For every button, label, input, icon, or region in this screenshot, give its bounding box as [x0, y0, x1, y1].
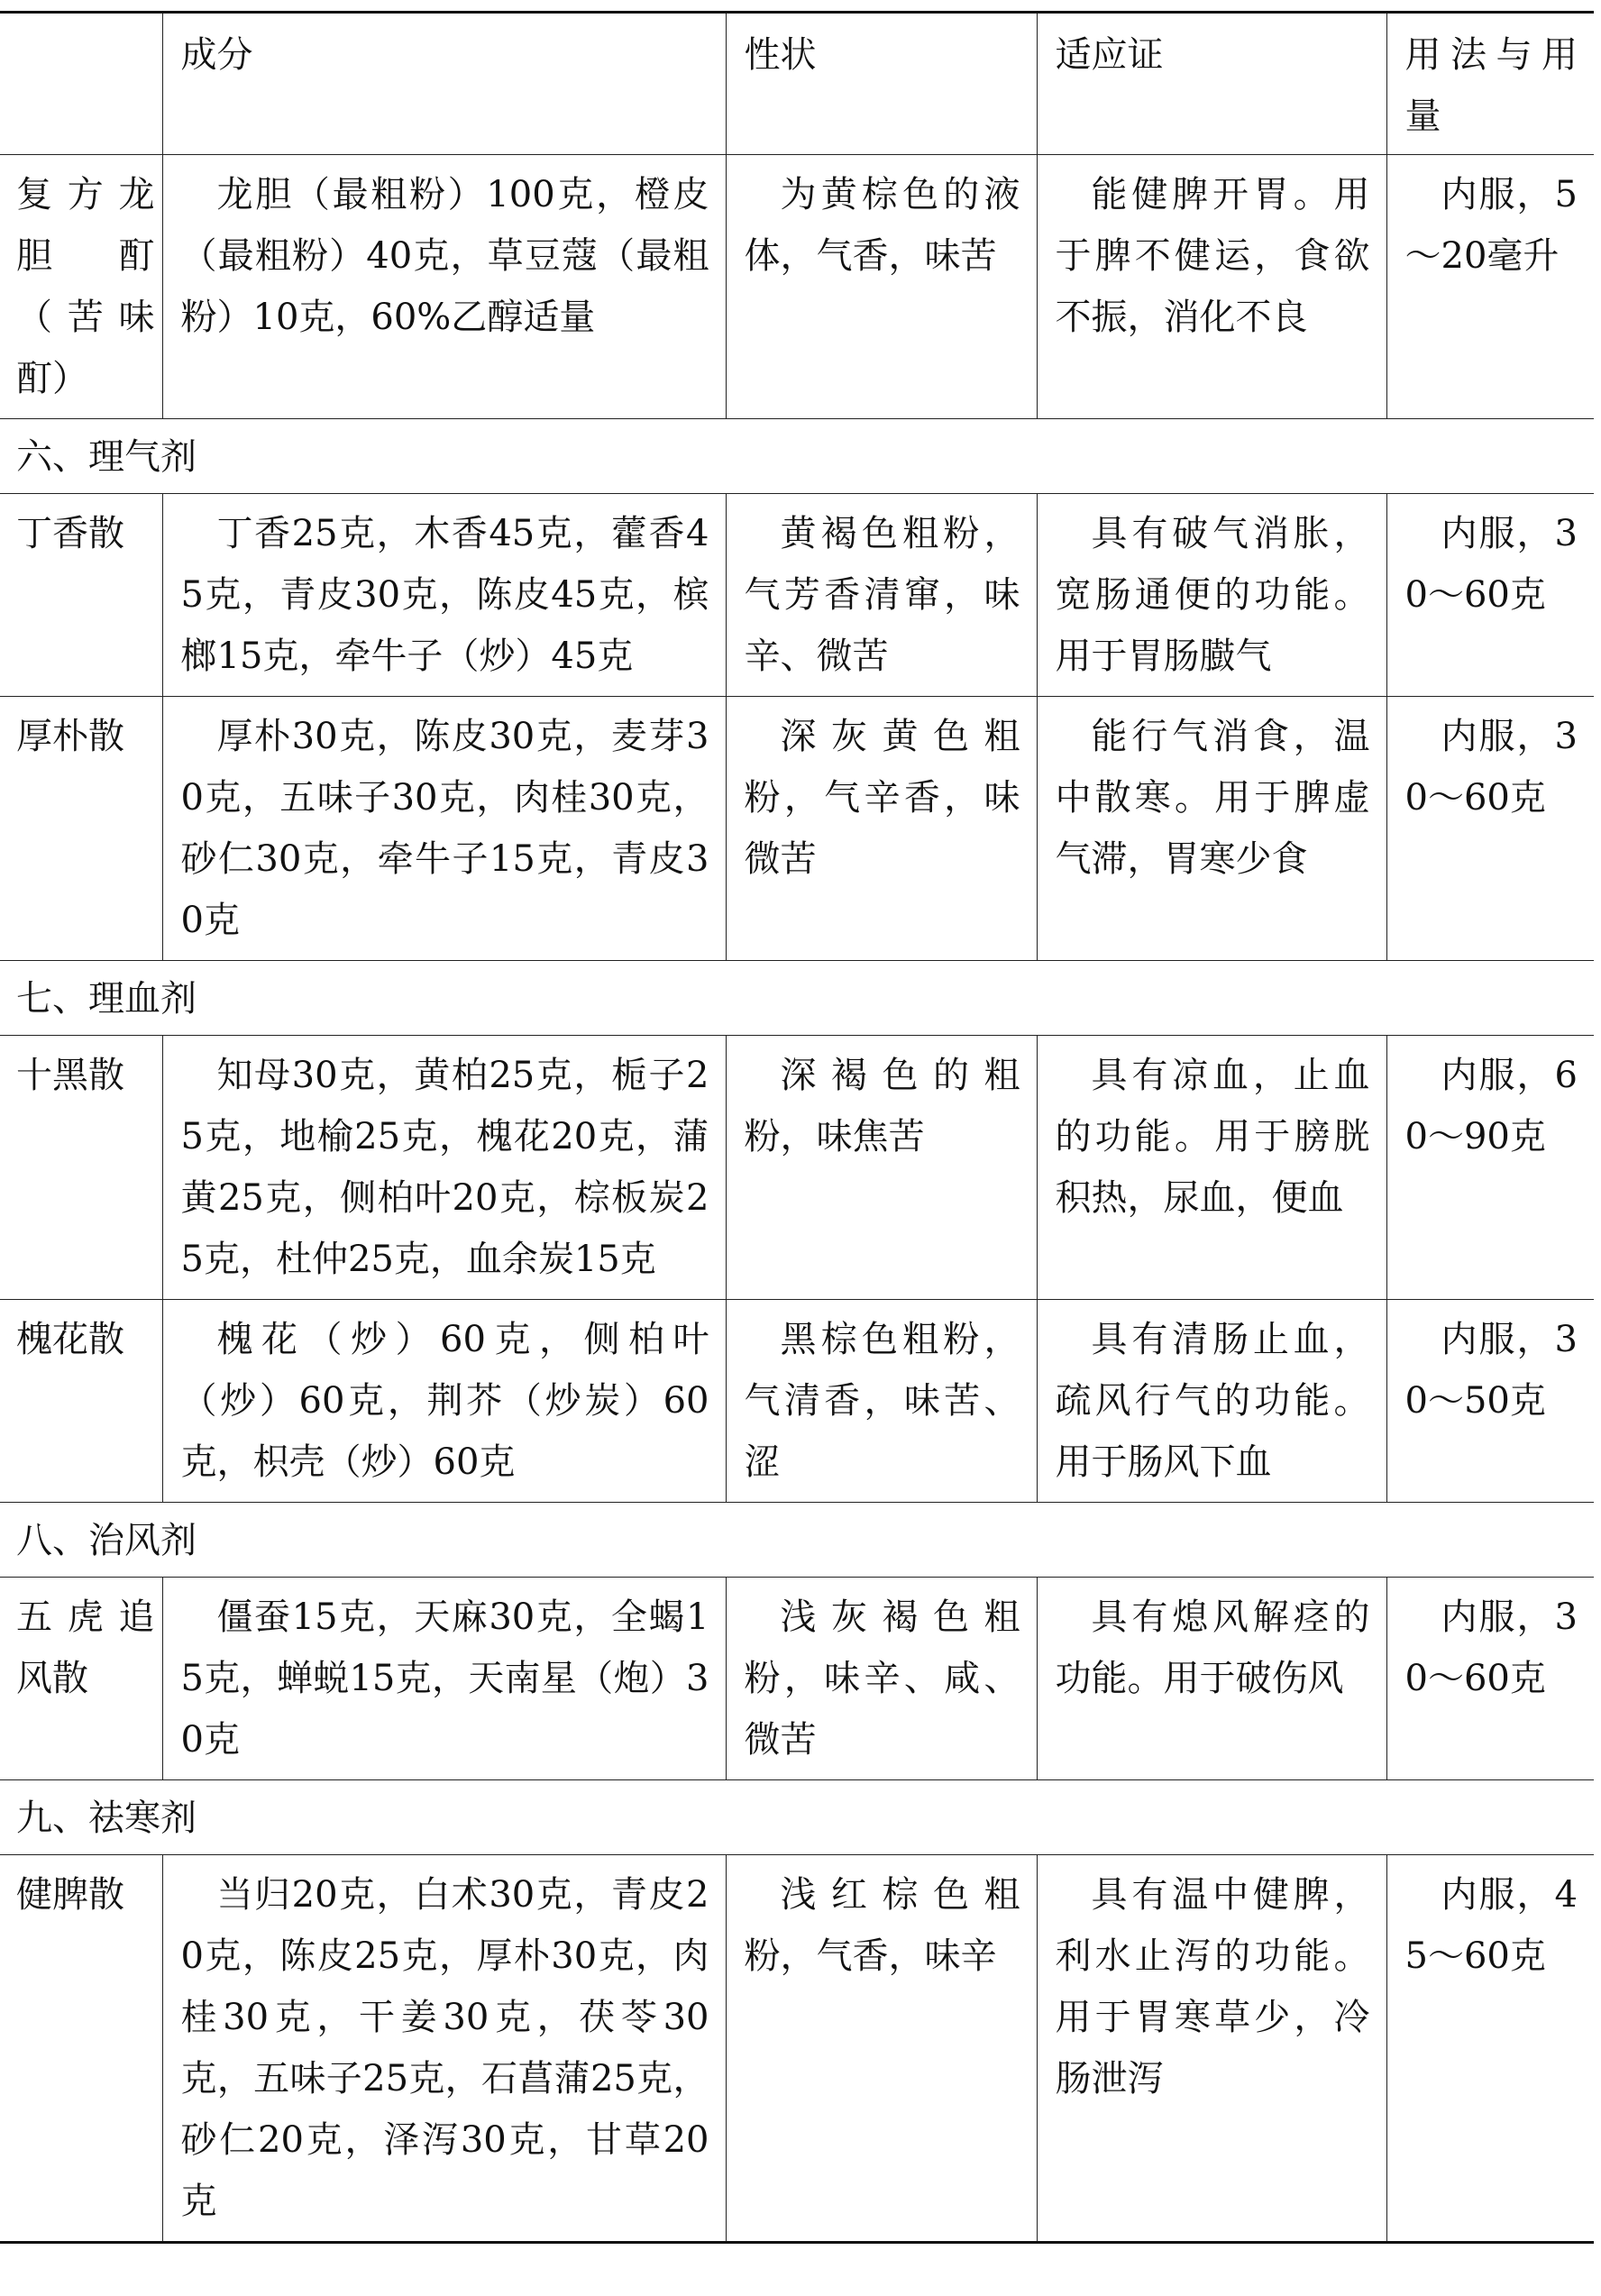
dosage-cell: 内服，45～60克: [1386, 1855, 1594, 2243]
formula-name: 健脾散: [0, 1855, 162, 2243]
table-row: [0, 1578, 1594, 1780]
properties-cell: 深灰黄色粗粉，气辛香，味微苦: [726, 697, 1037, 961]
header-dosage: 用法与用量: [1386, 13, 1594, 155]
dosage-cell: 内服，5～20毫升: [1386, 155, 1594, 419]
properties-cell: 深褐色的粗粉，味焦苦: [726, 1036, 1037, 1300]
ingredients-cell: 僵蚕15克，天麻30克，全蝎15克，蝉蜕15克，天南星（炮）30克: [162, 1578, 726, 1780]
table-row: [0, 697, 1594, 961]
section-row: [0, 961, 1594, 1036]
indications-cell: 能健脾开胃。用于脾不健运，食欲不振，消化不良: [1037, 155, 1386, 419]
ingredients-cell: 当归20克，白术30克，青皮20克，陈皮25克，厚朴30克，肉桂30克，干姜30克，茯苓30克，五味子25克，石菖蒲25克，砂仁20克，泽泻30克，甘草20克: [162, 1855, 726, 2243]
section-row: [0, 1503, 1594, 1578]
section-title: 六、理气剂: [0, 419, 1594, 494]
ingredients-cell: 知母30克，黄柏25克，栀子25克，地榆25克，槐花20克，蒲黄25克，侧柏叶20克，棕板炭25克，杜仲25克，血余炭15克: [162, 1036, 726, 1300]
indications-cell: 具有清肠止血，疏风行气的功能。用于肠风下血: [1037, 1300, 1386, 1503]
formula-name: 丁香散: [0, 494, 162, 697]
table-body: [0, 13, 1594, 2243]
dosage-cell: 内服，30～50克: [1386, 1300, 1594, 1503]
header-ingredients: 成分: [162, 13, 726, 155]
indications-cell: 能行气消食，温中散寒。用于脾虚气滞，胃寒少食: [1037, 697, 1386, 961]
header-name: [0, 13, 162, 155]
dosage-cell: 内服，30～60克: [1386, 1578, 1594, 1780]
table-row: [0, 1855, 1594, 2243]
formula-name: 十黑散: [0, 1036, 162, 1300]
section-row: [0, 419, 1594, 494]
formula-name: 厚朴散: [0, 697, 162, 961]
table-row: [0, 1036, 1594, 1300]
ingredients-cell: 槐花（炒）60克，侧柏叶（炒）60克，荆芥（炒炭）60克，枳壳（炒）60克: [162, 1300, 726, 1503]
indications-cell: 具有熄风解痉的功能。用于破伤风: [1037, 1578, 1386, 1780]
properties-cell: 浅红棕色粗粉，气香，味辛: [726, 1855, 1037, 2243]
dosage-cell: 内服，30～60克: [1386, 697, 1594, 961]
section-title: 八、治风剂: [0, 1503, 1594, 1578]
indications-cell: 具有破气消胀，宽肠通便的功能。用于胃肠臌气: [1037, 494, 1386, 697]
table-row: [0, 155, 1594, 419]
table-row: [0, 1300, 1594, 1503]
formula-name: 五虎追风散: [0, 1578, 162, 1780]
indications-cell: 具有温中健脾，利水止泻的功能。用于胃寒草少，冷肠泄泻: [1037, 1855, 1386, 2243]
ingredients-cell: 厚朴30克，陈皮30克，麦芽30克，五味子30克，肉桂30克，砂仁30克，牵牛子15克，青皮30克: [162, 697, 726, 961]
header-indications: 适应证: [1037, 13, 1386, 155]
formula-name: 槐花散: [0, 1300, 162, 1503]
dosage-cell: 内服，30～60克: [1386, 494, 1594, 697]
properties-cell: 为黄棕色的液体，气香，味苦: [726, 155, 1037, 419]
dosage-cell: 内服，60～90克: [1386, 1036, 1594, 1300]
formula-table: [0, 11, 1594, 2244]
properties-cell: 浅灰褐色粗粉，味辛、咸、微苦: [726, 1578, 1037, 1780]
table-row: [0, 494, 1594, 697]
ingredients-cell: 龙胆（最粗粉）100克，橙皮（最粗粉）40克，草豆蔻（最粗粉）10克，60%乙醇适量: [162, 155, 726, 419]
table-header-row: [0, 13, 1594, 155]
section-title: 七、理血剂: [0, 961, 1594, 1036]
section-title: 九、祛寒剂: [0, 1780, 1594, 1855]
formula-name: 复方龙胆酊（苦味酊）: [0, 155, 162, 419]
properties-cell: 黄褐色粗粉，气芳香清窜，味辛、微苦: [726, 494, 1037, 697]
properties-cell: 黑棕色粗粉，气清香，味苦、涩: [726, 1300, 1037, 1503]
indications-cell: 具有凉血，止血的功能。用于膀胱积热，尿血，便血: [1037, 1036, 1386, 1300]
section-row: [0, 1780, 1594, 1855]
ingredients-cell: 丁香25克，木香45克，藿香45克，青皮30克，陈皮45克，槟榔15克，牵牛子（炒）45克: [162, 494, 726, 697]
header-properties: 性状: [726, 13, 1037, 155]
